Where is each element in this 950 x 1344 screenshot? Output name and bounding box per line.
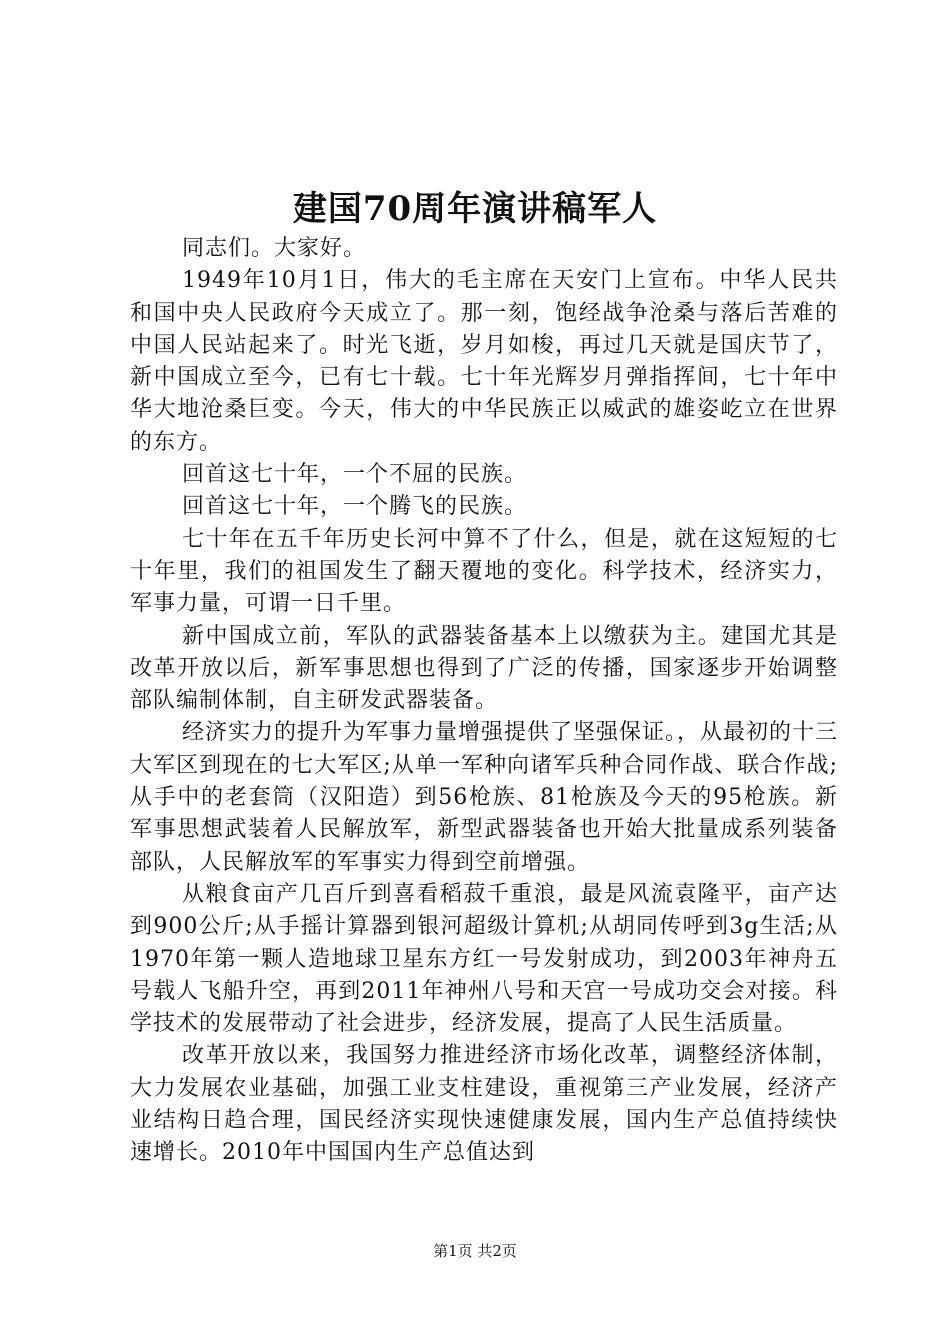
paragraph-founding: 1949年10月1日，伟大的毛主席在天安门上宣布。中华人民共和国中央人民政府今天成立了。那一刻，饱经战争沧桑与落后苦难的中国人民站起来了。时光飞逝，岁月如梭，再过几天就是国庆节了，新中国成立至今，已有七十载。七十年光辉岁月弹指挥间，七十年中华大地沧桑巨变。今天，伟大的中华民族正以威武的雄姿屹立在世界的东方。 bbox=[130, 268, 838, 455]
paragraph-weapons: 新中国成立前，军队的武器装备基本上以缴获为主。建国尤其是改革开放以后，新军事思想也得到了广泛的传播，国家逐步开始调整部队编制体制，自主研发武器装备。 bbox=[130, 623, 838, 714]
paragraph-seventy-years: 七十年在五千年历史长河中算不了什么，但是，就在这短短的七十年里，我们的祖国发生了翻天覆地的变化。科学技术，经济实力，军事力量，可谓一日千里。 bbox=[130, 526, 838, 617]
paragraph-economy: 改革开放以来，我国努力推进经济市场化改革，调整经济体制，大力发展农业基础，加强工业支柱建设，重视第三产业发展，经济产业结构日趋合理，国民经济实现快速健康发展，国内生产总值持续快速增长。2010年中国国内生产总值达到 bbox=[130, 1043, 838, 1166]
paragraph-soaring: 回首这七十年，一个腾飞的民族。 bbox=[182, 494, 528, 520]
paragraph-greeting: 同志们。大家好。 bbox=[182, 236, 367, 261]
document-title: 建国70周年演讲稿军人 bbox=[292, 189, 658, 229]
paragraph-science-technology: 从粮食亩产几百斤到喜看稻菽千重浪，最是风流袁隆平，亩产达到900公斤;从手摇计算器到银河超级计算机;从胡同传呼到3g生活;从1970年第一颗人造地球卫星东方红一号发射成功，到2003年神舟五号载人飞船升空，再到2011年神州八号和天宫一号成功交会对接。科学技术的发展带动了社会进步，经济发展，提高了人民生活质量。 bbox=[130, 881, 838, 1037]
document-body bbox=[130, 233, 838, 1170]
paragraph-military-strength: 经济实力的提升为军事力量增强提供了坚强保证。，从最初的十三大军区到现在的七大军区;从单一军种向诸军兵种合同作战、联合作战;从手中的老套筒（汉阳造）到56枪族、81枪族及今天的95枪族。新军事思想武装着人民解放军，新型武器装备也开始大批量成系列装备部队，人民解放军的军事实力得到空前增强。 bbox=[130, 720, 839, 875]
paragraph-unyielding: 回首这七十年，一个不屈的民族。 bbox=[182, 462, 528, 488]
page-number-footer: 第1页 共2页 bbox=[433, 1242, 517, 1260]
